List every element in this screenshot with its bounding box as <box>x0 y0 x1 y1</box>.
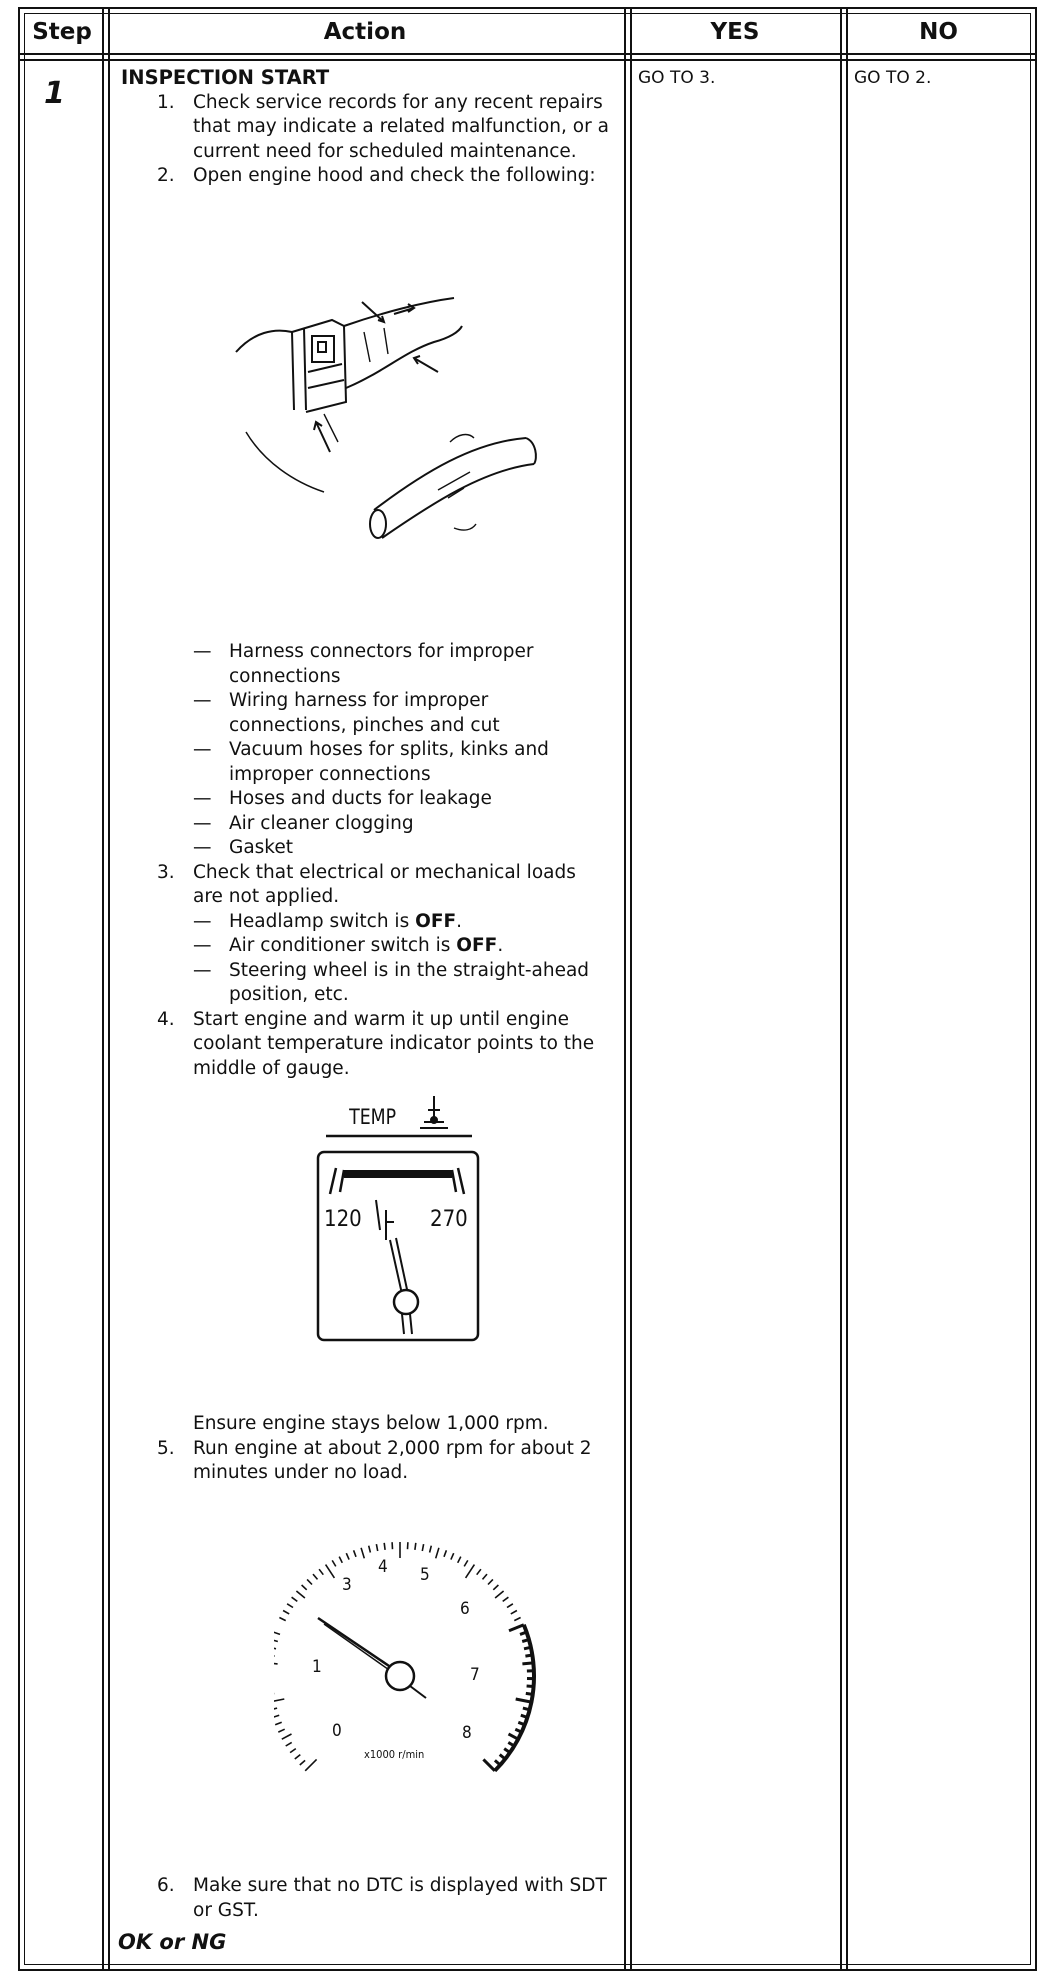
tacho-label-4: 4 <box>378 1557 388 1577</box>
list-item <box>157 1008 611 1082</box>
tacho-tick <box>307 1579 312 1584</box>
tacho-tick <box>458 1557 461 1563</box>
list-item: — Vacuum hoses for splits, kinks and improper connections <box>193 739 549 785</box>
tacho-tick <box>290 1749 296 1753</box>
tacho-tick <box>339 1557 342 1563</box>
tacho-tick <box>275 1722 282 1725</box>
tacho-tick <box>444 1550 446 1557</box>
item-number: 3. <box>157 861 175 883</box>
list-item: — Harness connectors for improper connections <box>193 641 534 687</box>
steps-list <box>157 640 611 1081</box>
tacho-tick <box>305 1759 316 1770</box>
tacho-tick <box>516 1699 532 1702</box>
tacho-tick <box>483 1574 488 1579</box>
item-text: Start engine and warm it up until engine coolant temperature indicator points to the middle of gauge. <box>193 1008 595 1079</box>
list-item: — Gasket <box>193 837 294 858</box>
item2-checklist <box>193 640 611 861</box>
item-number: 1. <box>157 91 175 113</box>
no-result: GO TO 2. <box>854 68 932 88</box>
tacho-tick <box>464 1560 468 1566</box>
tacho-tick <box>488 1579 493 1584</box>
section-title: INSPECTION START <box>121 66 330 89</box>
tacho-tick <box>503 1597 509 1601</box>
tacho-tick <box>495 1591 504 1598</box>
item-text: Run engine at about 2,000 rpm for about 2 minutes under no load. <box>193 1437 592 1483</box>
item-number: 4. <box>157 1008 175 1030</box>
list-item: — Wiring harness for improper connections, pinches and cut <box>193 690 500 736</box>
action-cell-continued <box>101 1412 611 1486</box>
tacho-tick <box>300 1760 305 1765</box>
item-number: 6. <box>157 1875 175 1896</box>
tacho-tick <box>295 1755 301 1759</box>
steps-list <box>157 91 611 189</box>
tacho-tick <box>296 1591 305 1598</box>
tacho-tick <box>422 1544 423 1551</box>
tachometer-illustration <box>274 1520 544 1802</box>
item-text: Make sure that no DTC is displayed with SDT or GST. <box>193 1875 607 1921</box>
header-step: Step <box>32 19 92 45</box>
item3-checklist <box>193 910 611 1008</box>
item-number: 2. <box>157 165 175 186</box>
thermometer-icon <box>420 1096 448 1128</box>
tacho-tick <box>302 1585 307 1590</box>
tacho-tick <box>369 1546 371 1553</box>
tacho-tick <box>436 1548 439 1559</box>
tacho-label-0: 0 <box>332 1721 342 1741</box>
result-prompt: OK or NG <box>118 1930 227 1954</box>
gauge-high-value: 270 <box>430 1207 468 1232</box>
list-item <box>157 1874 611 1923</box>
yes-result: GO TO 3. <box>638 68 716 88</box>
tacho-tick <box>274 1655 275 1656</box>
tacho-tick <box>274 1708 277 1710</box>
temperature-gauge-illustration <box>316 1090 482 1342</box>
tacho-tick <box>313 1574 318 1579</box>
tacho-tick <box>274 1699 284 1702</box>
tacho-tick <box>483 1759 494 1770</box>
tacho-tick <box>384 1543 385 1550</box>
list-item <box>157 164 611 189</box>
tacho-tick <box>354 1550 356 1557</box>
tacho-tick <box>346 1553 349 1559</box>
tacho-tick <box>466 1565 475 1578</box>
tacho-tick <box>493 1585 498 1590</box>
tacho-label-3: 3 <box>342 1575 352 1595</box>
tacho-tick <box>278 1729 284 1732</box>
tacho-tick <box>283 1611 289 1614</box>
tacho-tick <box>361 1548 364 1559</box>
action-cell <box>101 66 611 189</box>
tacho-tick <box>282 1734 292 1739</box>
list-item: — Steering wheel is in the straight-ahead position, etc. <box>193 959 590 1005</box>
action-cell-continued <box>101 640 611 1081</box>
item-text: Open engine hood and check the following: <box>193 165 596 186</box>
tacho-tick <box>319 1569 323 1575</box>
gauge-low-value: 120 <box>324 1207 362 1232</box>
tacho-unit-label: x1000 r/min <box>364 1748 425 1761</box>
tacho-tick <box>477 1569 481 1575</box>
tacho-tick <box>292 1597 298 1601</box>
header-no: NO <box>919 19 958 45</box>
tacho-label-6: 6 <box>460 1599 470 1619</box>
tacho-tick <box>430 1546 432 1553</box>
tacho-tick <box>376 1544 377 1551</box>
gauge-label: TEMP <box>349 1104 397 1130</box>
tacho-tick <box>286 1742 292 1746</box>
list-item: — Headlamp switch is OFF. <box>193 910 462 932</box>
harness-connector-illustration <box>234 292 554 562</box>
item-text: Check that electrical or mechanical loads are not applied. <box>193 861 576 907</box>
header-action: Action <box>323 19 407 45</box>
gauge-needle <box>390 1238 408 1294</box>
item-text: Check service records for any recent repairs that may indicate a related malfunction, or a current need for scheduled maintenance. <box>193 91 609 162</box>
action-cell-continued <box>101 1874 611 1923</box>
tacho-tick <box>509 1625 524 1631</box>
step-number: 1 <box>44 76 65 111</box>
tacho-tick <box>274 1663 278 1664</box>
tacho-label-5: 5 <box>420 1565 430 1585</box>
tacho-tick <box>279 1618 285 1621</box>
tacho-tick <box>326 1565 335 1578</box>
tacho-tick <box>511 1611 517 1614</box>
tacho-tick <box>274 1647 276 1649</box>
item4-note: Ensure engine stays below 1,000 rpm. <box>193 1413 549 1434</box>
list-item <box>157 861 611 1008</box>
list-item: — Air conditioner switch is OFF. <box>193 935 504 956</box>
list-item <box>157 1437 611 1486</box>
tacho-label-7: 7 <box>470 1665 480 1685</box>
tacho-needle <box>318 1618 392 1668</box>
tacho-label-8: 8 <box>462 1723 472 1743</box>
header-yes: YES <box>710 19 760 45</box>
tacho-tick <box>274 1715 279 1717</box>
tacho-tick <box>415 1543 416 1550</box>
tacho-tick <box>451 1553 454 1559</box>
list-item: — Hoses and ducts for leakage <box>193 788 492 809</box>
item-number: 5. <box>157 1437 175 1459</box>
tacho-tick <box>507 1604 513 1608</box>
tacho-tick <box>332 1560 336 1566</box>
steps-list <box>157 1412 611 1486</box>
tacho-tick <box>274 1640 278 1642</box>
tacho-hub <box>386 1662 414 1690</box>
tacho-tick <box>274 1632 280 1634</box>
list-item: — Air cleaner clogging <box>193 812 414 834</box>
tacho-tick <box>514 1618 520 1621</box>
list-item <box>157 91 611 165</box>
tacho-tick <box>287 1604 293 1608</box>
steps-list <box>157 1874 611 1923</box>
tacho-label-1: 1 <box>312 1657 322 1677</box>
